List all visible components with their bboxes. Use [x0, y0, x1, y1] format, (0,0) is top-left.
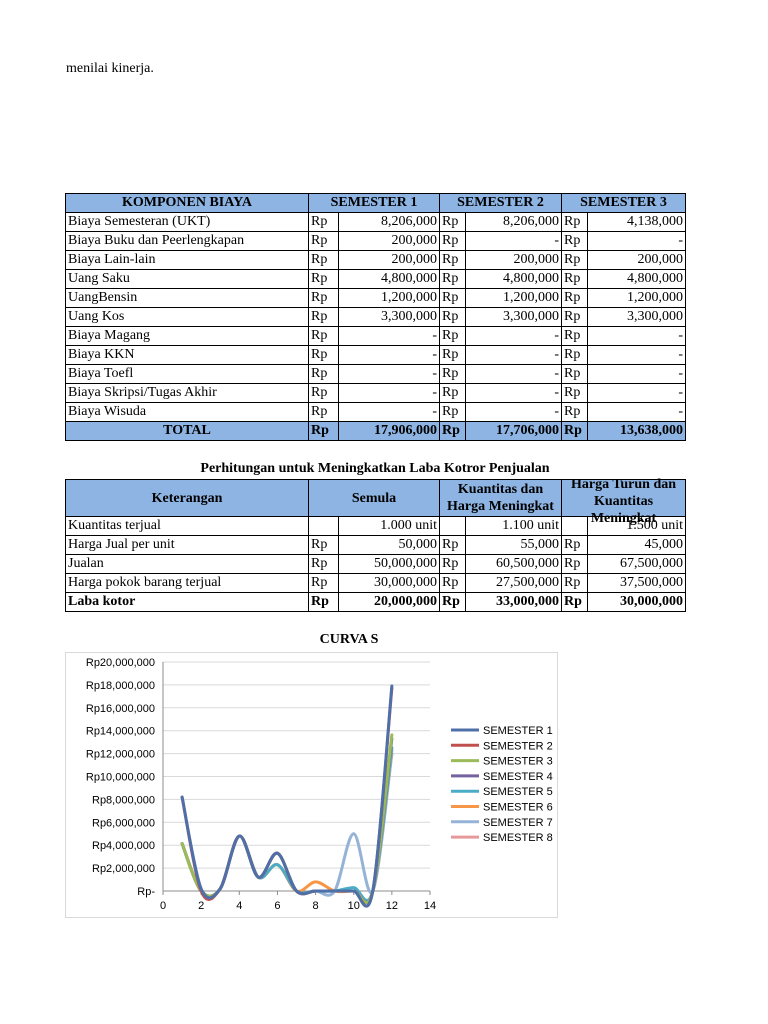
amount-cell: - [466, 327, 562, 346]
amount-cell: - [466, 232, 562, 251]
row-label: UangBensin [66, 289, 309, 308]
amount-cell: 3,300,000 [466, 308, 562, 327]
currency-cell: Rp [309, 574, 339, 593]
amount-cell: 1,200,000 [466, 289, 562, 308]
y-tick-label: Rp14,000,000 [85, 725, 155, 738]
amount-cell: 1.500 unit [588, 517, 686, 536]
amount-cell: 37,500,000 [588, 574, 686, 593]
table2-title: Perhitungan untuk Meningkatkan Laba Kotror Penjualan [200, 461, 550, 476]
y-tick-label: Rp8,000,000 [92, 794, 155, 807]
amount-cell: 30,000,000 [339, 574, 440, 593]
header-semula: Semula [309, 480, 440, 517]
amount-cell: 3,300,000 [588, 308, 686, 327]
currency-cell [440, 517, 466, 536]
currency-cell: Rp [309, 270, 339, 289]
currency-cell: Rp [440, 232, 466, 251]
header-kuantitas-harga-meningkat: Kuantitas dan Harga Meningkat [440, 480, 562, 517]
table-row [66, 308, 686, 327]
table-row [66, 403, 686, 422]
amount-cell: - [339, 327, 440, 346]
currency-cell: Rp [440, 270, 466, 289]
currency-cell: Rp [309, 308, 339, 327]
amount-cell: 4,800,000 [466, 270, 562, 289]
amount-cell: 4,138,000 [588, 213, 686, 232]
currency-cell: Rp [309, 384, 339, 403]
row-label: Uang Saku [66, 270, 309, 289]
currency-cell: Rp [309, 346, 339, 365]
currency-cell: Rp [309, 422, 339, 441]
y-tick-label: Rp10,000,000 [85, 771, 155, 784]
amount-cell: 45,000 [588, 536, 686, 555]
total-label: Laba kotor [66, 593, 309, 612]
table-header-row [66, 194, 686, 213]
amount-cell: - [339, 384, 440, 403]
y-tick-label: Rp20,000,000 [85, 657, 155, 669]
x-tick-label: 2 [198, 900, 205, 912]
table-row [66, 232, 686, 251]
amount-cell: 200,000 [339, 251, 440, 270]
currency-cell: Rp [440, 593, 466, 612]
total-amount-cell: 17,906,000 [339, 422, 440, 441]
currency-cell: Rp [562, 308, 588, 327]
row-label: Biaya Magang [66, 327, 309, 346]
amount-cell: - [339, 365, 440, 384]
currency-cell: Rp [309, 327, 339, 346]
table-header-row [66, 480, 686, 517]
total-amount-cell: 20,000,000 [339, 593, 440, 612]
amount-cell: 3,300,000 [339, 308, 440, 327]
amount-cell: - [466, 346, 562, 365]
total-amount-cell: 17,706,000 [466, 422, 562, 441]
amount-cell: 1,200,000 [339, 289, 440, 308]
row-label: Biaya Toefl [66, 365, 309, 384]
total-label: TOTAL [66, 422, 309, 441]
currency-cell: Rp [562, 593, 588, 612]
x-tick-label: 10 [347, 900, 360, 912]
table-row [66, 289, 686, 308]
currency-cell: Rp [440, 346, 466, 365]
row-label: Biaya Buku dan Peerlengkapan [66, 232, 309, 251]
amount-cell: - [588, 365, 686, 384]
currency-cell: Rp [440, 403, 466, 422]
amount-cell: 200,000 [466, 251, 562, 270]
currency-cell: Rp [562, 213, 588, 232]
amount-cell: - [466, 365, 562, 384]
total-amount-cell: 13,638,000 [588, 422, 686, 441]
currency-cell: Rp [440, 365, 466, 384]
currency-cell: Rp [440, 422, 466, 441]
table-row [66, 365, 686, 384]
currency-cell: Rp [309, 593, 339, 612]
table-row [66, 536, 686, 555]
table-row [66, 555, 686, 574]
y-tick-label: Rp- [137, 886, 155, 898]
amount-cell: - [588, 403, 686, 422]
amount-cell: 67,500,000 [588, 555, 686, 574]
intro-text: menilai kinerja. [66, 61, 154, 76]
row-label: Biaya Skripsi/Tugas Akhir [66, 384, 309, 403]
amount-cell: - [588, 346, 686, 365]
header-semester-2: SEMESTER 2 [440, 194, 562, 213]
currency-cell: Rp [440, 251, 466, 270]
currency-cell: Rp [440, 384, 466, 403]
series-line-1 [182, 686, 392, 906]
table-row [66, 251, 686, 270]
x-tick-label: 4 [236, 900, 243, 912]
x-tick-label: 12 [385, 900, 398, 912]
currency-cell: Rp [562, 289, 588, 308]
currency-cell: Rp [309, 232, 339, 251]
y-tick-label: Rp16,000,000 [85, 702, 155, 715]
total-amount-cell: 30,000,000 [588, 593, 686, 612]
currency-cell: Rp [309, 213, 339, 232]
cost-components-table [65, 193, 686, 441]
series-line-5 [182, 748, 392, 901]
currency-cell: Rp [562, 384, 588, 403]
currency-cell [562, 517, 588, 536]
currency-cell: Rp [440, 213, 466, 232]
header-semester-1: SEMESTER 1 [309, 194, 440, 213]
amount-cell: - [339, 403, 440, 422]
row-label: Jualan [66, 555, 309, 574]
amount-cell: - [588, 384, 686, 403]
amount-cell: - [588, 232, 686, 251]
chart-title: CURVA S [319, 632, 379, 647]
currency-cell: Rp [309, 365, 339, 384]
legend-label: SEMESTER 7 [483, 816, 553, 829]
amount-cell: - [466, 403, 562, 422]
row-label: Harga Jual per unit [66, 536, 309, 555]
total-row [66, 593, 686, 612]
header-semester-3: SEMESTER 3 [562, 194, 686, 213]
row-label: Kuantitas terjual [66, 517, 309, 536]
currency-cell: Rp [562, 555, 588, 574]
row-label: Uang Kos [66, 308, 309, 327]
y-tick-label: Rp2,000,000 [92, 863, 155, 876]
currency-cell: Rp [562, 327, 588, 346]
currency-cell: Rp [562, 403, 588, 422]
legend-label: SEMESTER 5 [483, 786, 553, 799]
legend-label: SEMESTER 2 [483, 740, 553, 753]
amount-cell: 1.100 unit [466, 517, 562, 536]
currency-cell: Rp [309, 555, 339, 574]
amount-cell: - [466, 384, 562, 403]
row-label: Biaya Wisuda [66, 403, 309, 422]
currency-cell: Rp [562, 365, 588, 384]
amount-cell: 1.000 unit [339, 517, 440, 536]
amount-cell: 60,500,000 [466, 555, 562, 574]
currency-cell: Rp [562, 232, 588, 251]
legend-label: SEMESTER 3 [483, 755, 553, 768]
header-harga-turun: Harga Turun dan Kuantitas Meningkat [562, 480, 686, 517]
row-label: Biaya Semesteran (UKT) [66, 213, 309, 232]
currency-cell: Rp [309, 403, 339, 422]
currency-cell: Rp [440, 574, 466, 593]
x-tick-label: 6 [274, 900, 281, 912]
curva-s-chart [65, 652, 558, 918]
currency-cell [309, 517, 339, 536]
table-row [66, 270, 686, 289]
y-tick-label: Rp4,000,000 [92, 840, 155, 853]
currency-cell: Rp [562, 422, 588, 441]
legend-label: SEMESTER 8 [483, 832, 553, 845]
total-row [66, 422, 686, 441]
amount-cell: 1,200,000 [588, 289, 686, 308]
amount-cell: 8,206,000 [339, 213, 440, 232]
amount-cell: 8,206,000 [466, 213, 562, 232]
amount-cell: 4,800,000 [339, 270, 440, 289]
legend-label: SEMESTER 6 [483, 801, 553, 814]
table-row [66, 574, 686, 593]
currency-cell: Rp [562, 251, 588, 270]
amount-cell: 50,000 [339, 536, 440, 555]
table-row [66, 384, 686, 403]
currency-cell: Rp [440, 327, 466, 346]
x-tick-label: 0 [159, 900, 167, 912]
row-label: Biaya KKN [66, 346, 309, 365]
currency-cell: Rp [309, 289, 339, 308]
x-tick-label: 8 [312, 900, 319, 912]
currency-cell: Rp [562, 346, 588, 365]
amount-cell: 200,000 [339, 232, 440, 251]
table-row [66, 346, 686, 365]
table-row [66, 213, 686, 232]
gross-profit-table [65, 476, 686, 612]
currency-cell: Rp [440, 308, 466, 327]
currency-cell: Rp [440, 289, 466, 308]
x-tick-label: 14 [423, 900, 437, 912]
amount-cell: 27,500,000 [466, 574, 562, 593]
amount-cell: 200,000 [588, 251, 686, 270]
amount-cell: 4,800,000 [588, 270, 686, 289]
amount-cell: - [588, 327, 686, 346]
amount-cell: 50,000,000 [339, 555, 440, 574]
table-row [66, 327, 686, 346]
currency-cell: Rp [309, 536, 339, 555]
y-tick-label: Rp12,000,000 [85, 748, 155, 761]
currency-cell: Rp [440, 555, 466, 574]
amount-cell: 55,000 [466, 536, 562, 555]
total-amount-cell: 33,000,000 [466, 593, 562, 612]
amount-cell: - [339, 346, 440, 365]
currency-cell: Rp [562, 270, 588, 289]
row-label: Biaya Lain-lain [66, 251, 309, 270]
currency-cell: Rp [309, 251, 339, 270]
y-tick-label: Rp6,000,000 [92, 817, 155, 830]
currency-cell: Rp [562, 536, 588, 555]
currency-cell: Rp [440, 536, 466, 555]
row-label: Harga pokok barang terjual [66, 574, 309, 593]
header-komponen-biaya: KOMPONEN BIAYA [66, 194, 309, 213]
chart-svg [66, 653, 557, 917]
legend-label: SEMESTER 1 [483, 725, 553, 737]
currency-cell: Rp [562, 574, 588, 593]
header-keterangan: Keterangan [66, 480, 309, 517]
y-tick-label: Rp18,000,000 [85, 679, 155, 692]
legend-label: SEMESTER 4 [483, 770, 553, 783]
